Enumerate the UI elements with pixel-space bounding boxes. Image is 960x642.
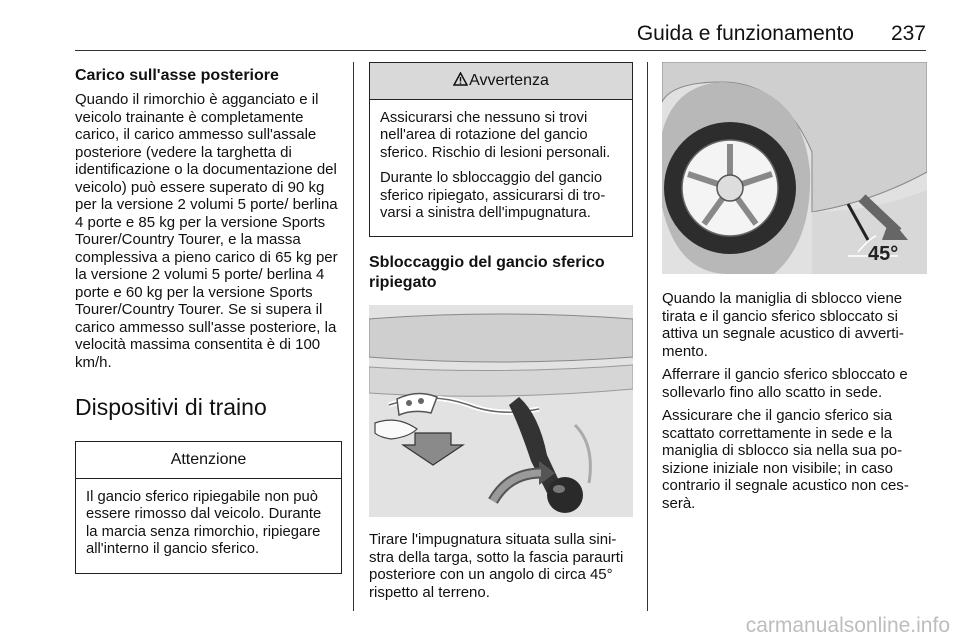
warning-box [369, 62, 633, 237]
angle-label: 45° [868, 243, 899, 265]
header-divider [75, 50, 926, 51]
watermark: carmanualsonline.info [745, 614, 950, 637]
wheel-illustration-svg [662, 62, 927, 274]
caution-box [75, 441, 342, 574]
column-1 [75, 62, 342, 590]
column-3 [662, 62, 927, 518]
warning-title: Avvertenza [469, 72, 549, 89]
unlock-ball-hitch-heading: Sbloccaggio del gancio sferico ripiegato [369, 254, 605, 292]
col3-text-3: Assicurare che il gancio sferico sia scattato correttamente in sede e la maniglia di sblocco sia nella sua posizione iniziale non visibile; in caso contrario il segnale acustico non cesserà. [662, 407, 909, 512]
col3-text-1: Quando la maniglia di sblocco viene tirata e il gancio sferico sbloccato si attiva un segnale acustico di avvertimento. [662, 290, 904, 360]
caution-text: Il gancio sferico ripiegabile non può essere rimosso dal veicolo. Durante la marcia senza rimorchio, ripiegare all'interno il gancio sferico. [86, 489, 322, 558]
warning-text-2: Durante lo sbloccaggio del gancio sferico ripiegato, assicurarsi di trovarsi a sinistra dell'impugnatura. [380, 170, 606, 222]
warning-text-1: Assicurarsi che nessuno si trovi nell'area di rotazione del gancio sferico. Rischio di lesioni personali. [380, 110, 611, 161]
column-2 [369, 62, 633, 607]
hitch-release-illustration [369, 305, 633, 517]
column-divider-2 [647, 62, 648, 611]
warning-triangle-icon [453, 72, 468, 86]
caution-title: Attenzione [76, 442, 341, 479]
release-handle-illustration [662, 62, 927, 274]
col3-text-2: Afferrare il gancio sferico sbloccato e sollevarlo fino allo scatto in sede. [662, 366, 908, 401]
page-number: 237 [890, 22, 926, 45]
towing-devices-heading: Dispositivi di traino [75, 394, 267, 420]
column-divider-1 [353, 62, 354, 611]
hitch-figure-caption: Tirare l'impugnatura situata sulla sinistra della targa, sotto la fascia paraurti posteriore con un angolo di circa 45° rispetto al terreno. [369, 531, 624, 601]
chapter-header-title: Guida e funzionamento [636, 22, 854, 45]
hitch-illustration-svg [369, 305, 633, 517]
rear-axle-load-heading: Carico sull'asse posteriore [75, 67, 279, 84]
warning-header [370, 63, 632, 100]
rear-axle-load-text: Quando il rimorchio è agganciato e il veicolo trainante è completamente carico, il carico ammesso sull'assale posteriore (vedere la targhetta di identificazione o la documentazione del veicolo) può essere superato di 90 kg per la versione 2 volumi 5 porte/ berlina 4 porte e 85 kg per la versione Sports Tourer/Country Tourer, e la massa complessiva a pieno carico di 65 kg per la versione 2 volumi 5 porte/ berlina 4 porte e 60 kg per la versione Sports Tourer/Country Tourer. Se si supera il carico ammesso sull'asse posteriore, la velocità massima consentita è di 100 km/h. [75, 91, 338, 371]
